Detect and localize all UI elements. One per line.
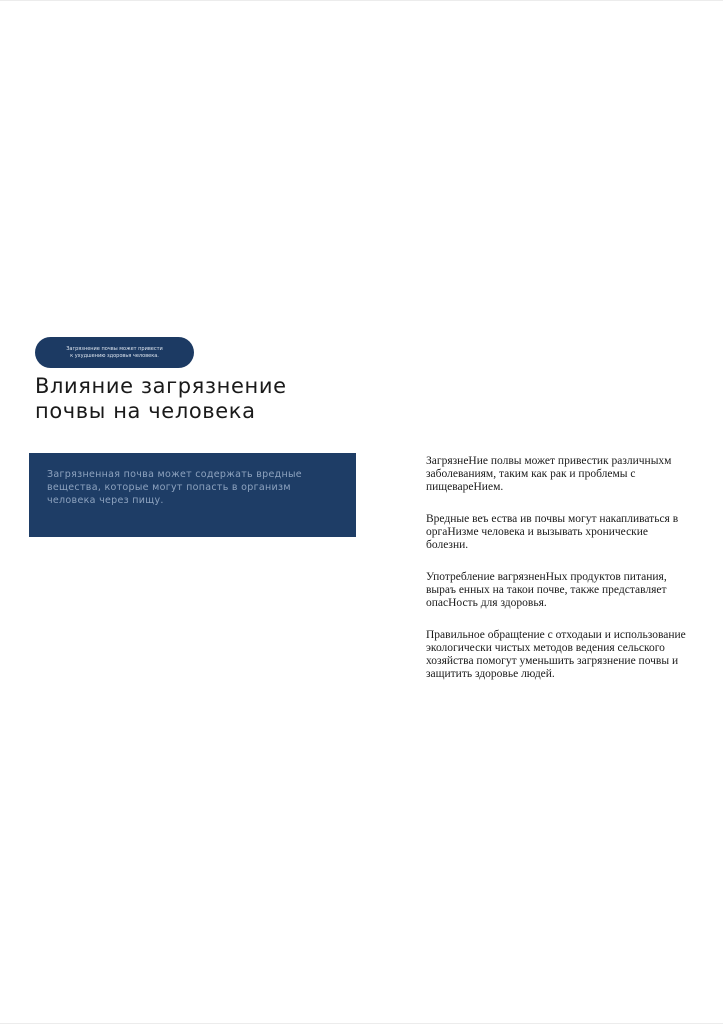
- page-title: [35, 374, 315, 424]
- body-text-column: [426, 455, 688, 700]
- badge-line-1: Загрязнение почвы может привести: [66, 345, 163, 352]
- paragraph-4: Правильное обращtение с отходаыи и использование экологически чистых методов ведения сельского хозяйства помогут уменьшить загрязнение почвы и защитить здоровье людей.: [426, 629, 686, 680]
- paragraph-1: ЗагрязнеНие полвы может привестик различныхм заболеваниям, таким как рак и проблемы с пищевареНием.: [426, 455, 672, 493]
- title-line-2: почвы на человека: [35, 399, 256, 423]
- title-line-1: Влияние загрязнение: [35, 374, 287, 398]
- paragraph-2: Вредные веъ ества ив почвы могут накапливаться в оргаНизме человека и вызывать хронические болезни.: [426, 513, 679, 551]
- summary-badge: [35, 337, 194, 368]
- highlight-box-text: Загрязненная почва может содержать вредные вещества, которые могут попасть в организм человека через пищу.: [47, 469, 302, 506]
- paragraph-3: Употребление вагрязненНых продуктов питания, выраъ енных на такои почве, также представляет опасНость для здоровья.: [426, 571, 667, 609]
- badge-line-2: к ухудшению здоровья человека.: [70, 352, 159, 359]
- highlight-box: [29, 453, 356, 537]
